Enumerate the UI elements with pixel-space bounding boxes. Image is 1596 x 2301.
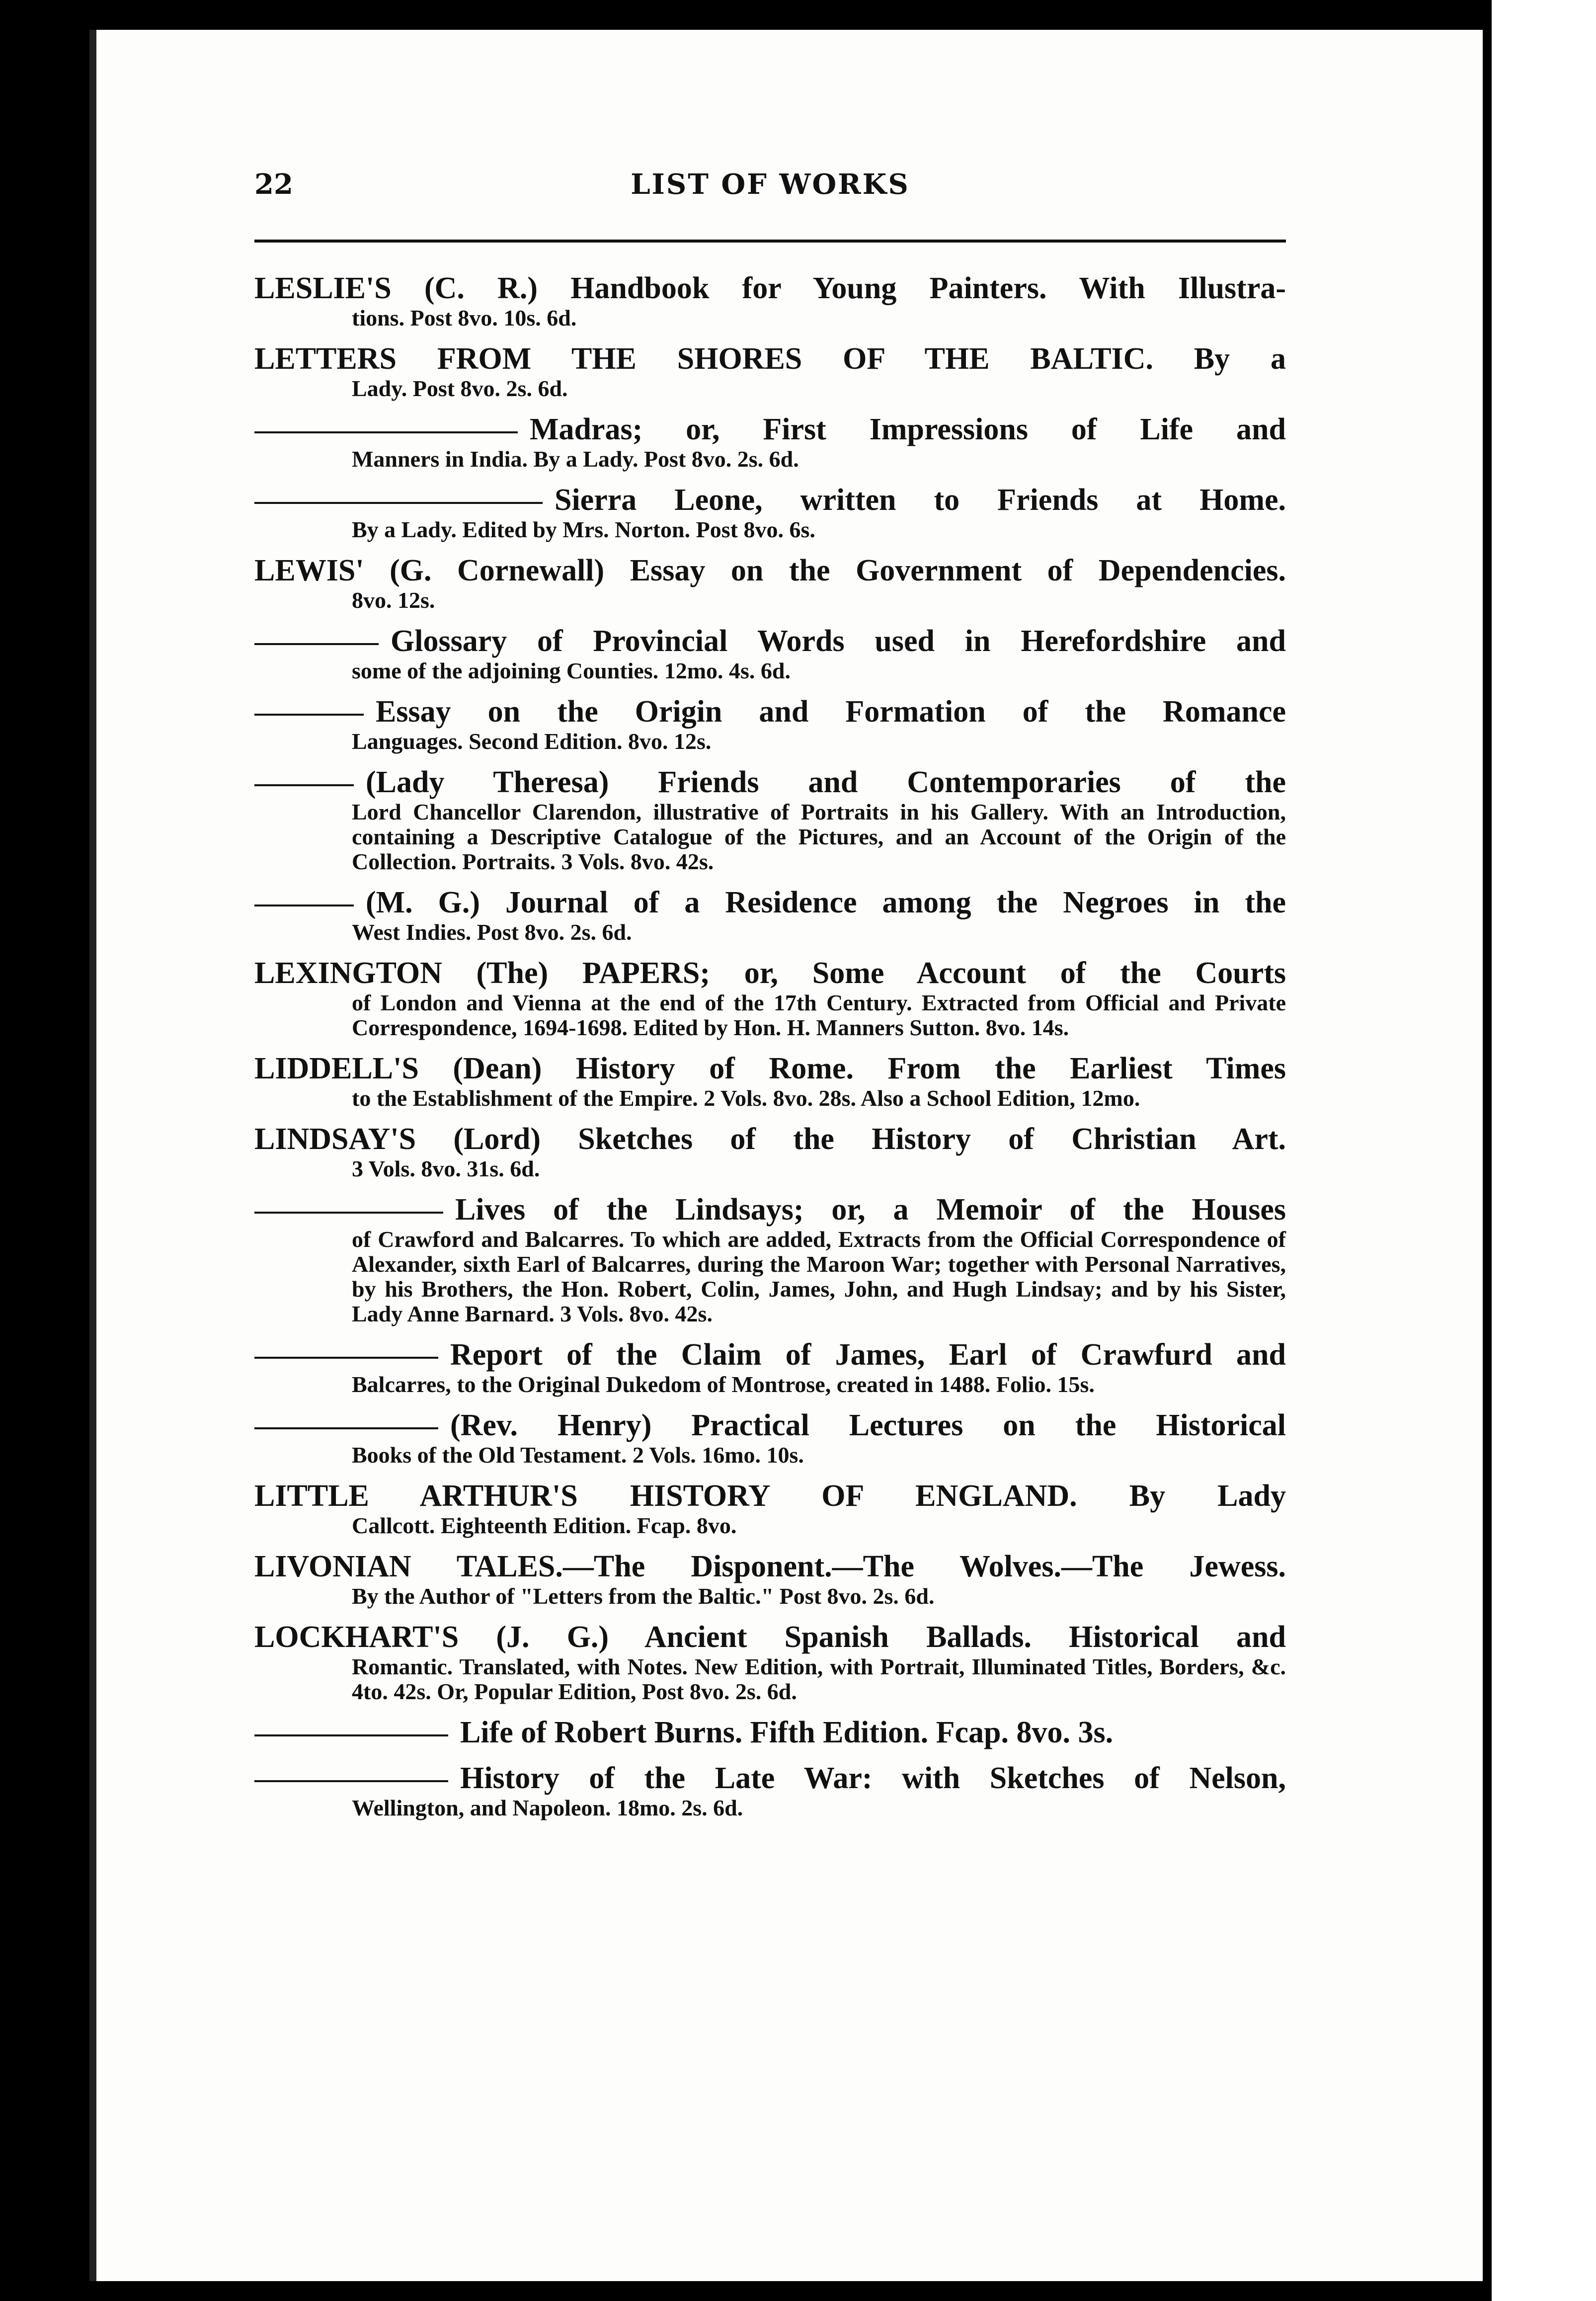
entry-title: Madras; or, First Impressions of Life and	[254, 412, 1286, 447]
list-entry	[254, 1051, 1286, 1111]
list-entry	[254, 1549, 1286, 1609]
entry-details: some of the adjoining Counties. 12mo. 4s. 6d.	[352, 658, 791, 683]
entry-title: LETTERS FROM THE SHORES OF THE BALTIC. By a	[254, 342, 1286, 376]
adjacent-page-edge	[1492, 0, 1596, 2301]
list-entry	[254, 1620, 1286, 1704]
ditto-dash	[254, 1212, 443, 1214]
list-entry	[254, 1122, 1286, 1181]
entry-details: to the Establishment of the Empire. 2 Vols. 8vo. 28s. Also a School Edition, 12mo.	[352, 1085, 1140, 1111]
list-entry	[254, 271, 1286, 330]
ditto-dash	[254, 1427, 438, 1429]
list-entry	[254, 1192, 1286, 1326]
list-entry	[254, 1761, 1286, 1820]
entry-title: (Rev. Henry) Practical Lectures on the Historical	[254, 1408, 1286, 1443]
entry-details: Callcott. Eighteenth Edition. Fcap. 8vo.	[352, 1513, 737, 1538]
ditto-dash	[254, 714, 364, 716]
list-entry	[254, 483, 1286, 542]
list-entry	[254, 1479, 1286, 1538]
ditto-dash	[254, 431, 518, 433]
entry-title: Glossary of Provincial Words used in Herefordshire and	[254, 624, 1286, 658]
list-entry	[254, 1715, 1286, 1750]
ditto-dash	[254, 502, 543, 504]
entry-title: Sierra Leone, written to Friends at Home.	[254, 483, 1286, 517]
entry-title: History of the Late War: with Sketches of Nelson,	[254, 1761, 1286, 1796]
entry-details: of Crawford and Balcarres. To which are added, Extracts from the Official Correspondence of Alexander, sixth Earl of Balcarres, during the Maroon War; together with Personal Narratives, by his Brothers, the Hon. Robert, Colin, James, John, and Hugh Lindsay; and by his Sister, Lady Anne Barnard. 3 Vols. 8vo. 42s.	[352, 1227, 1286, 1326]
entry-title: LIVONIAN TALES.—The Disponent.—The Wolves.—The Jewess.	[254, 1550, 1286, 1583]
ditto-dash	[254, 1357, 438, 1359]
entry-details: Languages. Second Edition. 8vo. 12s.	[352, 729, 712, 754]
list-entry	[254, 341, 1286, 401]
entry-details: Lady. Post 8vo. 2s. 6d.	[352, 376, 568, 401]
ditto-dash	[254, 1780, 448, 1782]
list-entry	[254, 694, 1286, 754]
ditto-dash	[254, 1734, 448, 1736]
ditto-dash	[254, 904, 354, 906]
list-entry	[254, 1408, 1286, 1468]
list-entry	[254, 412, 1286, 472]
works-list	[254, 271, 1286, 1831]
list-entry	[254, 1337, 1286, 1397]
entry-details: Romantic. Translated, with Notes. New Edition, with Portrait, Illuminated Titles, Borders, &c. 4to. 42s. Or, Popular Edition, Post 8vo. 2s. 6d.	[352, 1654, 1286, 1704]
page-header	[254, 168, 1286, 223]
ditto-dash	[254, 643, 379, 645]
entry-title: Essay on the Origin and Formation of the Romance	[254, 694, 1286, 729]
entry-details: tions. Post 8vo. 10s. 6d.	[352, 305, 577, 330]
entry-title: LESLIE'S (C. R.) Handbook for Young Painters. With Illustra-	[254, 271, 1286, 305]
entry-title: Lives of the Lindsays; or, a Memoir of the Houses	[254, 1192, 1286, 1227]
list-entry	[254, 624, 1286, 683]
entry-details: By a Lady. Edited by Mrs. Norton. Post 8vo. 6s.	[352, 517, 815, 542]
page-number: 22	[254, 168, 293, 201]
entry-title: LEXINGTON (The) PAPERS; or, Some Account of the Courts	[254, 956, 1286, 990]
entry-title: Life of Robert Burns. Fifth Edition. Fcap. 8vo. 3s.	[254, 1715, 1286, 1750]
entry-title: (M. G.) Journal of a Residence among the Negroes in the	[254, 885, 1286, 920]
entry-details: Lord Chancellor Clarendon, illustrative of Portraits in his Gallery. With an Introduction, containing a Descriptive Catalogue of the Pictures, and an Account of the Origin of the Collection. Portraits. 3 Vols. 8vo. 42s.	[352, 799, 1286, 874]
entry-title: LIDDELL'S (Dean) History of Rome. From the Earliest Times	[254, 1052, 1286, 1085]
entry-title: LEWIS' (G. Cornewall) Essay on the Government of Dependencies.	[254, 554, 1286, 587]
entry-details: West Indies. Post 8vo. 2s. 6d.	[352, 919, 632, 945]
entry-details: Manners in India. By a Lady. Post 8vo. 2s. 6d.	[352, 446, 799, 472]
entry-details: Books of the Old Testament. 2 Vols. 16mo. 10s.	[352, 1442, 804, 1468]
list-entry	[254, 553, 1286, 613]
list-entry	[254, 885, 1286, 945]
list-entry	[254, 956, 1286, 1040]
entry-title: LINDSAY'S (Lord) Sketches of the History of Christian Art.	[254, 1122, 1286, 1156]
header-rule	[254, 240, 1286, 243]
entry-title: Report of the Claim of James, Earl of Crawfurd and	[254, 1337, 1286, 1372]
entry-title: LITTLE ARTHUR'S HISTORY OF ENGLAND. By Lady	[254, 1479, 1286, 1513]
entry-details: Balcarres, to the Original Dukedom of Montrose, created in 1488. Folio. 15s.	[352, 1372, 1095, 1397]
list-entry	[254, 765, 1286, 874]
entry-details: 3 Vols. 8vo. 31s. 6d.	[352, 1156, 540, 1181]
entry-title: (Lady Theresa) Friends and Contemporaries of the	[254, 765, 1286, 800]
entry-details: of London and Vienna at the end of the 17th Century. Extracted from Official and Private Correspondence, 1694-1698. Edited by Hon. H. Manners Sutton. 8vo. 14s.	[352, 990, 1286, 1040]
entry-details: Wellington, and Napoleon. 18mo. 2s. 6d.	[352, 1795, 743, 1820]
running-title: LIST OF WORKS	[631, 168, 910, 201]
entry-title: LOCKHART'S (J. G.) Ancient Spanish Ballads. Historical and	[254, 1620, 1286, 1654]
entry-details: 8vo. 12s.	[352, 587, 435, 613]
ditto-dash	[254, 784, 354, 786]
entry-details: By the Author of "Letters from the Baltic." Post 8vo. 2s. 6d.	[352, 1583, 935, 1609]
